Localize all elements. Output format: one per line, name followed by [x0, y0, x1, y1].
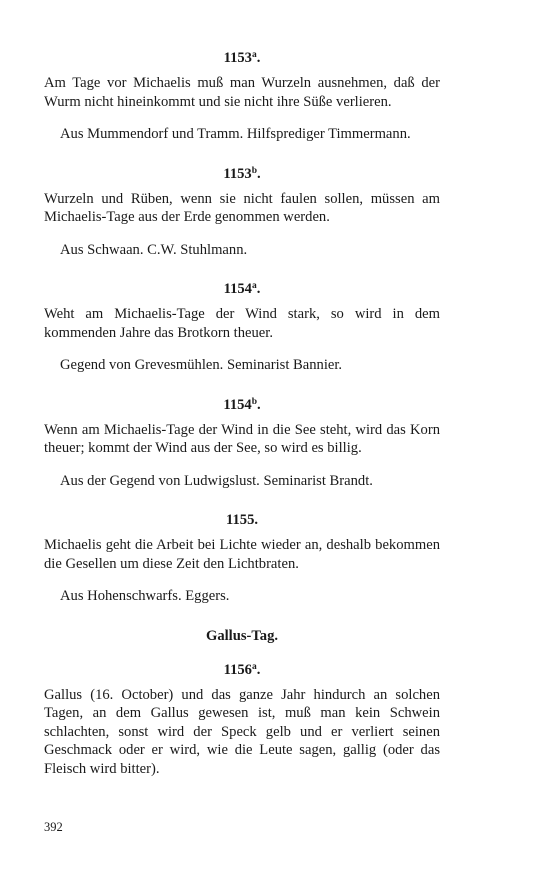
entry-1153b — [44, 164, 440, 260]
entry-number: 1154$^a$. — [223, 281, 261, 297]
entry-text: Gallus (16. October) und das ganze Jahr hindurch an solchen Tagen, an dem Gallus gewesen ist, muß man kein Schwein schlachten, sonst wird der Speck gelb und er verliert seinen Geschmack oder er wird, wie die Leute sagen, gallig (oder das Fleisch wird bitter). — [44, 686, 440, 777]
entry-source: Aus der Gegend von Ludwigslust. Seminarist Brandt. — [60, 472, 373, 489]
entry-text: Weht am Michaelis-Tage der Wind stark, so wird in dem kommenden Jahre das Brotkorn theuer. — [44, 306, 440, 341]
entry-1155 — [44, 510, 440, 606]
entry-text: Wenn am Michaelis-Tage der Wind in die See steht, wird das Korn theuer; kommt der Wind aus der See, so wird es billig. — [44, 421, 440, 456]
entry-1156a — [44, 626, 440, 779]
entry-1154b — [44, 395, 440, 491]
entry-number: 1155. — [225, 512, 259, 528]
entry-text: Wurzeln und Rüben, wenn sie nicht faulen sollen, müssen am Michaelis-Tage aus der Erde genommen werden. — [44, 190, 440, 225]
entry-source: Aus Schwaan. C.W. Stuhlmann. — [60, 241, 248, 258]
text-column — [44, 48, 440, 778]
entry-1153a — [44, 48, 440, 144]
section-heading: Gallus-Tag. — [205, 627, 279, 644]
entry-source: Aus Hohenschwarfs. Eggers. — [60, 588, 230, 604]
entry-source: Aus Mummendorf und Tramm. Hilfsprediger Timmermann. — [60, 126, 411, 142]
entry-number: 1154$^b$. — [223, 396, 261, 413]
entry-number: 1153$^b$. — [223, 165, 261, 182]
entry-text: Michaelis geht die Arbeit bei Lichte wieder an, deshalb bekommen die Gesellen um diese Zeit den Lichtbraten. — [44, 537, 440, 572]
entry-source: Gegend von Grevesmühlen. Seminarist Bannier. — [60, 357, 343, 373]
page-number: 392 — [44, 820, 63, 834]
entry-number: 1156$^a$. — [223, 661, 261, 678]
entry-text: Am Tage vor Michaelis muß man Wurzeln ausnehmen, daß der Wurm nicht hineinkommt und sie nicht ihre Süße verlieren. — [44, 75, 440, 110]
entry-1154a — [44, 279, 440, 375]
entry-number: 1153$^a$. — [223, 50, 261, 66]
